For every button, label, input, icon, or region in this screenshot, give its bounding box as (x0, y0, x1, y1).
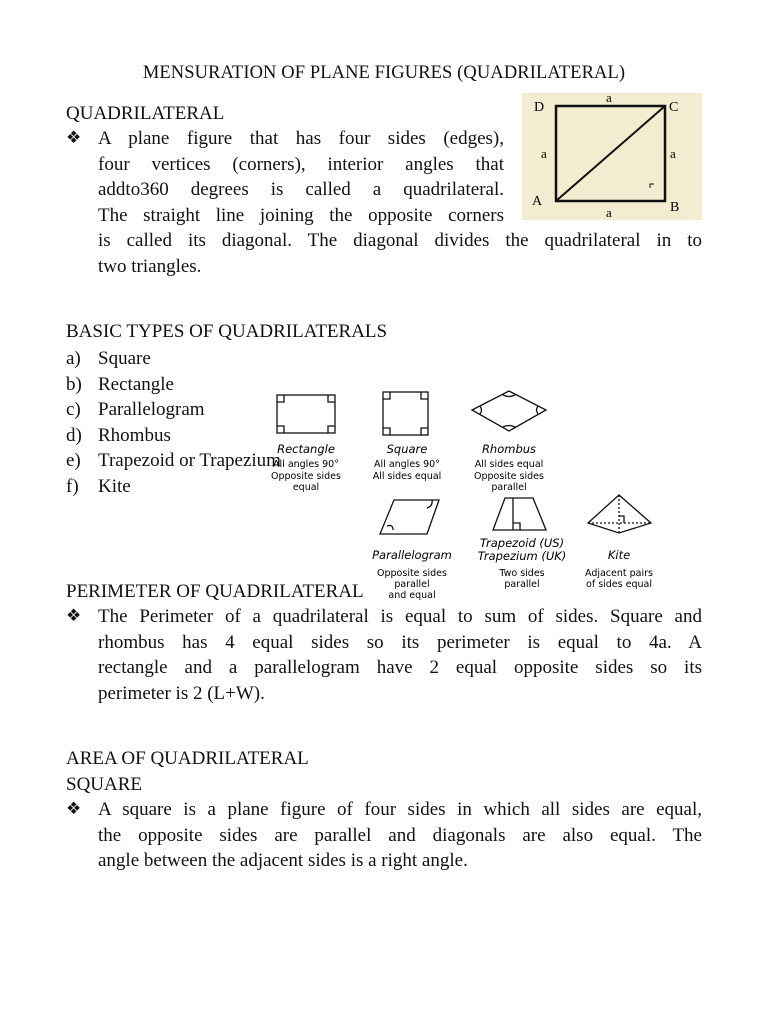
rhombus-angle-mark (480, 406, 482, 414)
rectangle-desc: Opposite sides (271, 471, 341, 482)
kite-name: Kite (607, 548, 631, 562)
parallelogram-angle-mark (387, 526, 393, 531)
square-diagonal-figure (522, 93, 702, 220)
square-angle-mark (383, 392, 390, 399)
definition-line-2: four vertices (corners), interior angles that (98, 153, 504, 175)
section-heading-perimeter: PERIMETER OF QUADRILATERAL (66, 581, 364, 602)
vertex-label-d: D (534, 100, 545, 115)
parallelogram-angle-mark (427, 500, 432, 508)
rectangle-angle-mark (277, 426, 284, 433)
bullet-icon: ❖ (66, 128, 82, 147)
definition-line-4: The straight line joining the opposite corners (98, 204, 504, 226)
rectangle-angle-mark (328, 426, 335, 433)
subsection-heading-square: SQUARE (66, 773, 143, 795)
list-item-letter: c) (66, 399, 81, 420)
perimeter-line-3: rectangle and a parallelogram have 2 equal opposite sides so its (98, 657, 702, 678)
rhombus-desc: All sides equal (474, 459, 544, 470)
trapezium-name: Trapezium (UK) (477, 549, 567, 563)
list-item-letter: d) (66, 424, 82, 446)
perimeter-line-2: rhombus has 4 equal sides so its perimeter is equal to 4a. A (98, 631, 702, 653)
list-item-kite: Kite (98, 475, 131, 497)
trapezoid-desc: Two sides (499, 568, 545, 579)
side-label-left: a (541, 146, 547, 161)
kite-desc: of sides equal (586, 579, 652, 590)
kite-angle-mark (619, 516, 624, 523)
section-heading-quadrilateral: QUADRILATERAL (66, 103, 225, 124)
area-line-3: angle between the adjacent sides is a right angle. (98, 850, 468, 871)
list-item-rhombus: Rhombus (98, 424, 171, 446)
rectangle-shape (277, 395, 335, 433)
list-item-letter: a) (66, 348, 81, 369)
rhombus-angle-mark (503, 395, 515, 397)
definition-line-5: is called its diagonal. The diagonal divides the quadrilateral in to (98, 230, 702, 251)
rhombus-angle-mark (537, 406, 539, 414)
square-desc: All sides equal (372, 471, 442, 482)
list-item-parallelogram: Parallelogram (98, 399, 205, 420)
perimeter-line-1: The Perimeter of a quadrilateral is equal to sum of sides. Square and (98, 606, 702, 627)
area-line-2: the opposite sides are parallel and diagonals are also equal. The (98, 824, 702, 846)
rhombus-name: Rhombus (481, 442, 537, 456)
rectangle-desc: All angles 90° (273, 459, 339, 470)
definition-line-6: two triangles. (98, 255, 202, 277)
section-heading-area: AREA OF QUADRILATERAL (66, 748, 309, 769)
rhombus-desc: parallel (491, 482, 527, 493)
square-desc: All angles 90° (374, 459, 440, 470)
list-item-letter: e) (66, 450, 81, 471)
kite-desc: Adjacent pairs (584, 568, 654, 579)
rectangle-name: Rectangle (277, 442, 335, 456)
list-item-square: Square (98, 348, 151, 369)
area-line-1: A square is a plane figure of four sides in which all sides are equal, (98, 799, 702, 820)
square-diagonal-svg (522, 93, 702, 220)
parallelogram-desc: Opposite sides (377, 568, 447, 579)
parallelogram-desc: and equal (388, 590, 436, 600)
parallelogram-name: Parallelogram (372, 548, 452, 562)
side-label-right: a (670, 146, 676, 161)
list-item-letter: f) (66, 475, 79, 497)
list-item-trapezoid: Trapezoid or Trapezium (98, 450, 281, 471)
rectangle-desc: equal (292, 482, 320, 493)
parallelogram-desc: parallel (394, 579, 430, 590)
trapezoid-name: Trapezoid (US) (479, 536, 565, 550)
quadrilateral-types-diagram (262, 385, 662, 600)
rectangle-angle-mark (277, 395, 284, 402)
perimeter-line-4: perimeter is 2 (L+W). (98, 682, 265, 704)
rhombus-desc: Opposite sides (474, 471, 544, 482)
trapezoid-desc: parallel (504, 579, 540, 590)
list-item-letter: b) (66, 373, 82, 395)
square-angle-mark (421, 392, 428, 399)
definition-line-1: A plane figure that has four sides (edges), (98, 128, 504, 149)
square-diagonal (556, 106, 665, 201)
trapezoid-angle-mark (513, 523, 520, 530)
bullet-icon: ❖ (66, 799, 82, 818)
side-label-top: a (606, 93, 612, 105)
square-angle-mark (383, 428, 390, 435)
vertex-label-a: A (532, 194, 543, 209)
square-name: Square (386, 442, 428, 456)
section-heading-basic-types: BASIC TYPES OF QUADRILATERALS (66, 321, 388, 342)
list-item-rectangle: Rectangle (98, 373, 174, 395)
vertex-label-b: B (670, 200, 680, 215)
rectangle-angle-mark (328, 395, 335, 402)
page-title: MENSURATION OF PLANE FIGURES (QUADRILATERAL) (142, 63, 626, 83)
rhombus-angle-mark (503, 426, 515, 428)
vertex-label-c: C (669, 100, 679, 115)
bullet-icon: ❖ (66, 606, 82, 625)
quadrilateral-types-svg (262, 385, 662, 600)
side-label-bottom: a (606, 205, 612, 220)
definition-line-3: addto360 degrees is called a quadrilateral. (98, 179, 504, 200)
parallelogram-shape (380, 500, 439, 534)
square-angle-mark (421, 428, 428, 435)
right-angle-mark (650, 184, 654, 188)
